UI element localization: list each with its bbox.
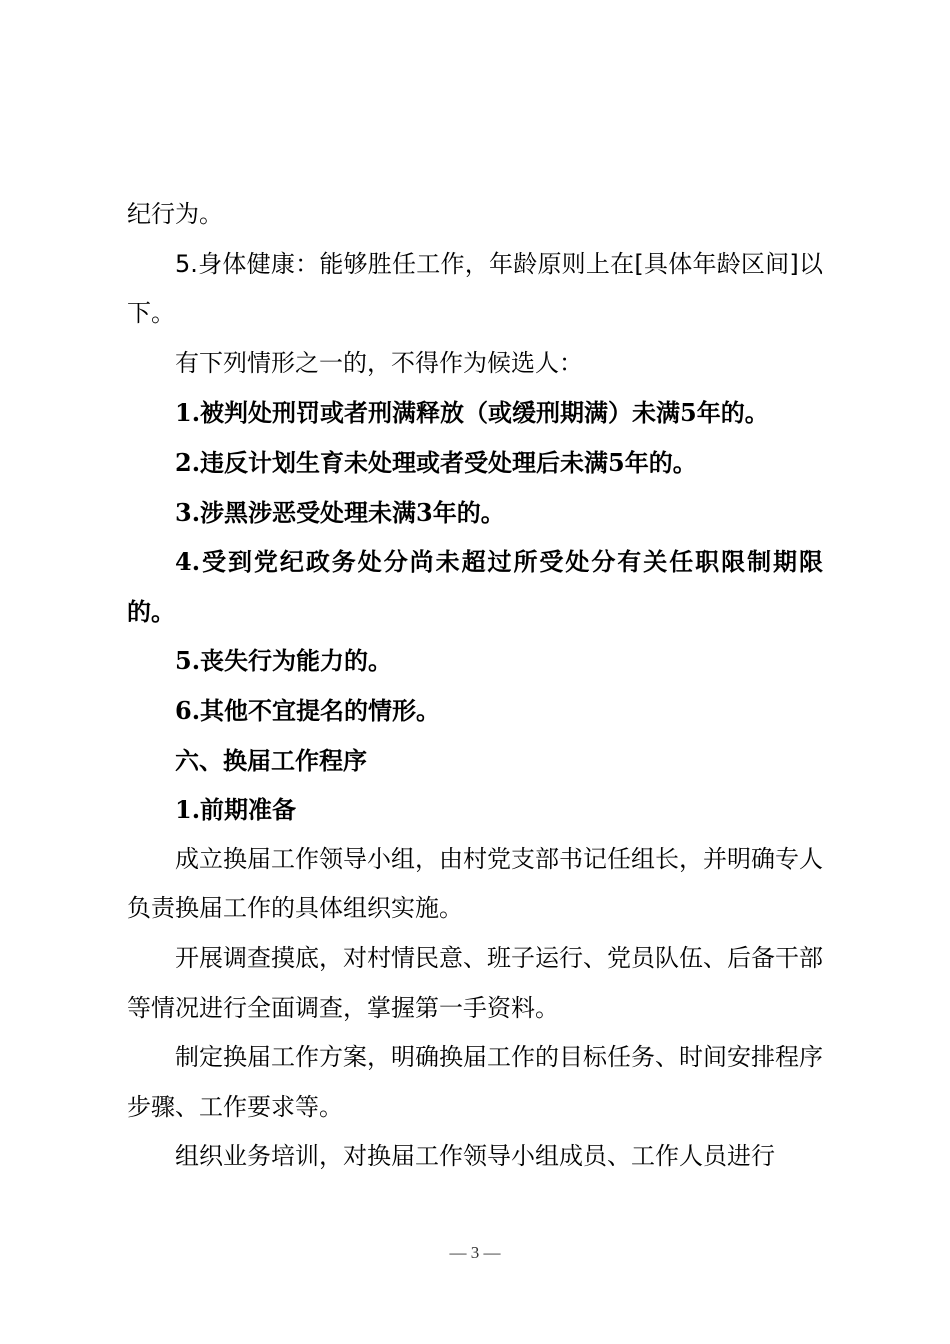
paragraph-requirement-health: 5.身体健康：能够胜任工作，年龄原则上在[具体年龄区间]以下。 [127,249,823,328]
document-body [127,190,823,1182]
list-item-disqualification-5: 5.丧失行为能力的。 [175,646,393,676]
paragraph-work-plan: 制定换届工作方案，明确换届工作的目标任务、时间安排程序步骤、工作要求等。 [127,1043,823,1121]
list-item-disqualification-4: 4.受到党纪政务处分尚未超过所受处分有关任职限制期限的。 [127,547,823,626]
section-heading-procedure: 六、换届工作程序 [175,745,367,775]
page-number: — 3 — [449,1243,501,1262]
list-item-disqualification-6: 6.其他不宜提名的情形。 [175,695,441,725]
list-item-disqualification-3: 3.涉黑涉恶受处理未满3年的。 [175,497,505,527]
list-item-disqualification-2: 2.违反计划生育未处理或者受处理后未满5年的。 [175,447,697,477]
paragraph-continuation: 纪行为。 [127,200,223,228]
paragraph-survey: 开展调查摸底，对村情民意、班子运行、党员队伍、后备干部等情况进行全面调查，掌握第一手资料。 [127,943,823,1022]
list-item-disqualification-1: 1.被判处刑罚或者刑满释放（或缓刑期满）未满5年的。 [175,398,769,428]
subsection-heading-preparation: 1.前期准备 [175,795,297,825]
paragraph-training: 组织业务培训，对换届工作领导小组成员、工作人员进行 [175,1142,775,1171]
paragraph-disqualification-intro: 有下列情形之一的，不得作为候选人： [175,348,583,377]
paragraph-leading-group: 成立换届工作领导小组，由村党支部书记任组长，并明确专人负责换届工作的具体组织实施。 [127,844,823,923]
